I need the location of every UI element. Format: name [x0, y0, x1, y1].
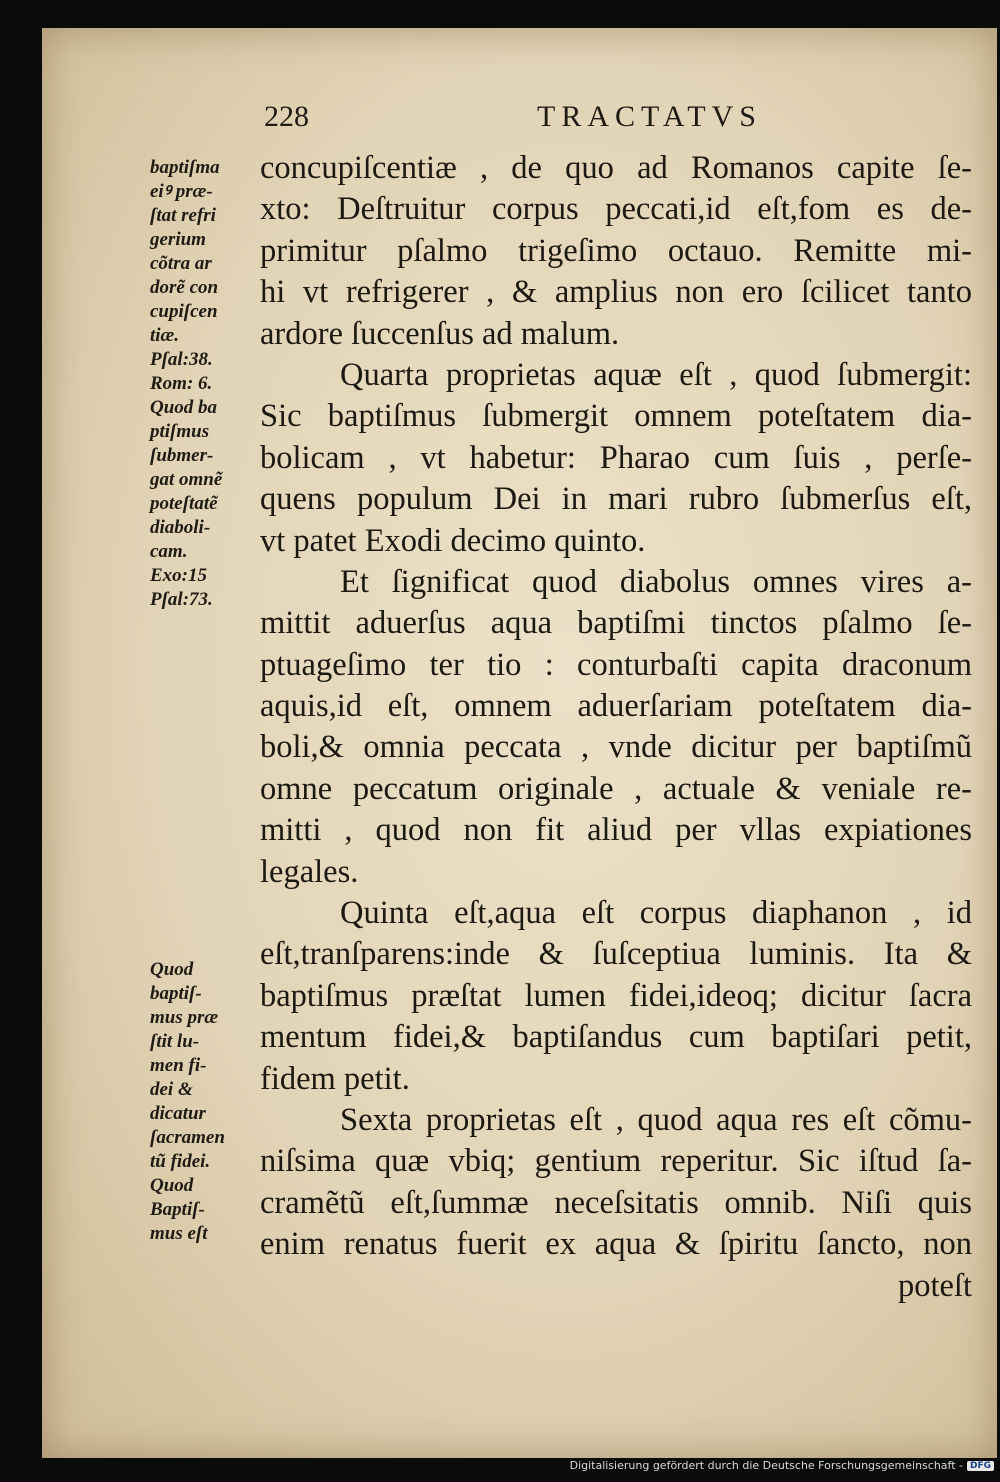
book-page — [42, 28, 997, 1458]
margin-note-line: baptiſma — [150, 157, 220, 178]
dfg-logo: DFG — [967, 1461, 994, 1471]
margin-note-line: Baptiſ- — [150, 1199, 205, 1220]
text-line: ardore ſuccenſus ad malum. — [260, 315, 620, 352]
text-line: quens populum Dei in mari rubro ſubmerſus eſt, — [260, 481, 972, 518]
text-line: Quinta eſt,aqua eſt corpus diaphanon , id — [340, 895, 972, 932]
text-line: omne peccatum originale , actuale & veniale re- — [260, 770, 972, 807]
digitization-credit — [570, 1459, 994, 1472]
margin-note-line: poteſtatẽ — [150, 493, 218, 514]
credit-text: Digitalisierung gefördert durch die Deutsche Forschungsgemeinschaft - — [569, 1459, 963, 1472]
margin-note-line: Rom: 6. — [150, 373, 213, 394]
text-line: legales. — [260, 853, 359, 890]
text-line: Et ſignificat quod diabolus omnes vires a- — [340, 563, 972, 600]
margin-note-line: men fi- — [150, 1055, 207, 1076]
text-line: mitti , quod non fit aliud per vllas expiationes — [260, 812, 972, 849]
margin-note-line: Quod — [150, 1175, 194, 1196]
margin-note-line: ſtat refri — [150, 205, 216, 226]
text-line: mentum fidei,& baptiſandus cum baptiſari petit, — [260, 1019, 972, 1056]
margin-note-line: dicatur — [150, 1103, 206, 1124]
catchword: poteſt — [897, 1267, 972, 1304]
margin-note-line: Pſal:38. — [150, 349, 213, 370]
margin-note-line: cam. — [150, 541, 188, 562]
text-line: ptuageſimo ter tio : conturbaſti capita draconum — [260, 646, 972, 683]
page-number: 228 — [264, 100, 309, 133]
margin-note-line: mus præ — [150, 1007, 219, 1028]
margin-note-line: dorẽ con — [150, 277, 219, 298]
margin-note-line: gat omnẽ — [150, 469, 223, 490]
margin-note-line: cõtra ar — [150, 253, 212, 274]
text-line: vt patet Exodi decimo quinto. — [260, 522, 646, 559]
page-header — [42, 100, 997, 140]
body-text — [260, 148, 972, 1307]
text-line: fidem petit. — [260, 1060, 410, 1097]
margin-notes-bottom — [150, 958, 260, 1246]
text-line: cramẽtũ eſt,ſummæ neceſsitatis omnib. Niſi quis — [260, 1184, 972, 1221]
margin-note-line: baptiſ- — [150, 983, 202, 1004]
text-line: primitur pſalmo trigeſimo octauo. Remitte mi- — [260, 232, 972, 269]
margin-note-line: ſtit lu- — [150, 1031, 200, 1052]
margin-note-line: Quod — [150, 959, 194, 980]
margin-note-line: gerium — [150, 229, 206, 250]
margin-note-line: mus eſt — [150, 1223, 208, 1244]
margin-note-line: ptiſmus — [150, 421, 210, 442]
margin-note-line: dei & — [150, 1079, 193, 1100]
text-line: eſt,tranſparens:inde & ſuſceptiua luminis. Ita & — [260, 936, 972, 973]
text-line: boli,& omnia peccata , vnde dicitur per baptiſmũ — [260, 729, 972, 766]
text-line: Quarta proprietas aquæ eſt , quod ſubmergit: — [340, 356, 972, 393]
text-line: concupiſcentiæ , de quo ad Romanos capite ſe- — [260, 150, 972, 186]
text-line: hi vt refrigerer , & amplius non ero ſcilicet tanto — [260, 274, 972, 311]
text-line: Sexta proprietas eſt , quod aqua res eſt cõmu- — [340, 1101, 972, 1138]
margin-note-line: Quod ba — [150, 397, 218, 418]
margin-note-line: eiꝰ præ- — [150, 181, 213, 202]
text-line: niſsima quæ vbiq; gentium reperitur. Sic iſtud ſa- — [260, 1143, 972, 1180]
margin-note-line: ſacramen — [150, 1127, 225, 1148]
margin-note-line: Exo:15 — [150, 565, 207, 586]
margin-note-line: diaboli- — [150, 517, 211, 538]
margin-note-line: tũ fidei. — [150, 1151, 211, 1172]
text-line: Sic baptiſmus ſubmergit omnem poteſtatem dia- — [260, 398, 972, 435]
text-line: baptiſmus præſtat lumen fidei,ideoq; dicitur ſacra — [260, 977, 972, 1014]
text-line: aquis,id eſt, omnem aduerſariam poteſtatem dia- — [260, 688, 972, 725]
running-title: TRACTATVS — [537, 100, 762, 133]
margin-note-line: Pſal:73. — [150, 589, 213, 610]
margin-note-line: cupiſcen — [150, 301, 218, 322]
text-line: bolicam , vt habetur: Pharao cum ſuis , perſe- — [260, 439, 972, 476]
margin-notes-top — [150, 156, 260, 612]
text-line: mittit aduerſus aqua baptiſmi tinctos pſalmo ſe- — [260, 605, 972, 642]
text-line: xto: Deſtruitur corpus peccati,id eſt,fom es de- — [260, 191, 972, 228]
margin-note-line: ſubmer- — [150, 445, 214, 466]
margin-note-line: tiæ. — [150, 325, 180, 346]
text-line: enim renatus fuerit ex aqua & ſpiritu ſancto, non — [260, 1226, 972, 1263]
